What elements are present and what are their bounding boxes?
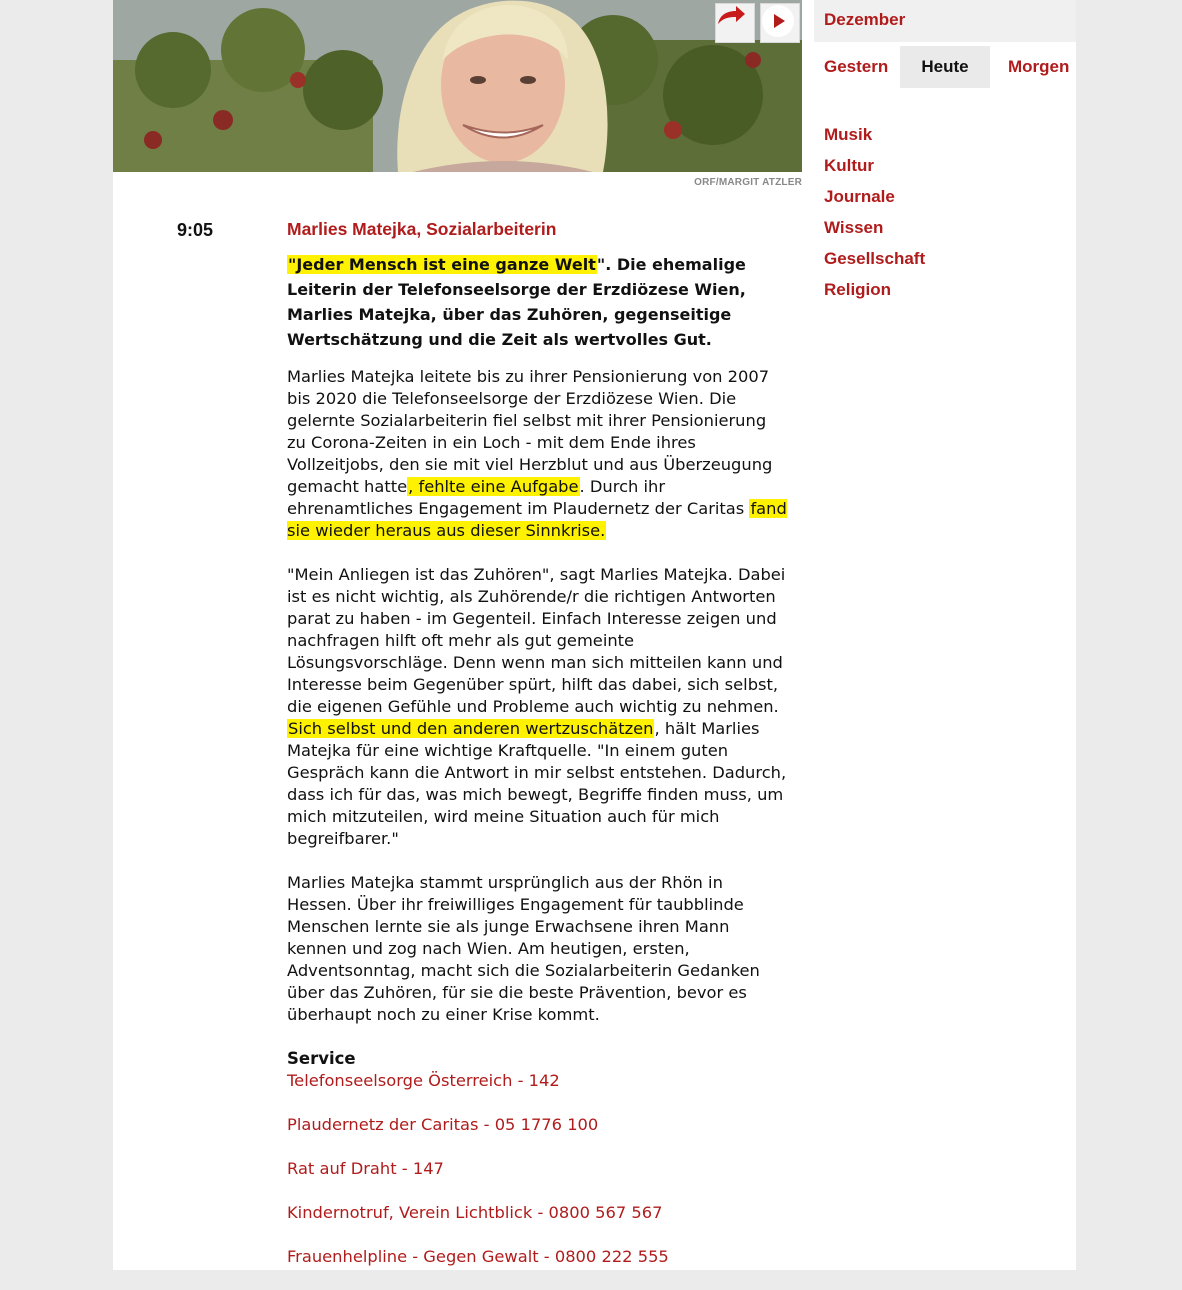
link-rat-auf-draht[interactable]: Rat auf Draht - 147	[287, 1159, 444, 1178]
play-button[interactable]	[760, 3, 800, 43]
link-telefonseelsorge[interactable]: Telefonseelsorge Österreich - 142	[287, 1071, 560, 1090]
link-frauenhelpline[interactable]: Frauenhelpline - Gegen Gewalt - 0800 222 555	[287, 1247, 669, 1266]
page	[113, 0, 1076, 1270]
paragraph-2	[287, 564, 787, 850]
highlight-sinnkrise: fand sie wieder heraus aus dieser Sinnkrise.	[287, 499, 787, 540]
service-heading: Service	[287, 1049, 356, 1068]
paragraph-1	[287, 366, 787, 542]
paragraph-1-text-a: Marlies Matejka leitete bis zu ihrer Pensionierung von 2007 bis 2020 die Telefonseelsorge der Erzdiözese Wien. Die gelernte Sozialarbeiterin fiel selbst mit ihrer Pensionierung zu Corona-Zeiten in ein Loch - mit dem Ende ihres Vollzeitjobs, den sie mit viel Herzblut und aus Überzeugung gemacht hatte	[287, 367, 773, 496]
service-item	[287, 1158, 787, 1180]
service-item	[287, 1246, 787, 1268]
paragraph-2-text-b: , hält Marlies Matejka für eine wichtige Kraftquelle. "In einem guten Gespräch kann die Antwort in mir selbst entstehen. Dadurch, dass ich für das, was mich bewegt, Begriffe finden muss, um mich mitzuteilen, wird meine Situation auch für mich begreifbarer."	[287, 719, 787, 848]
lead-text: ". Die ehemalige Leiterin der Telefonseelsorge der Erzdiözese Wien, Marlies Matejka, über das Zuhören, gegenseitige Wertschätzung und die Zeit als wertvolles Gut.	[287, 255, 746, 349]
day-tabs	[814, 46, 1076, 88]
paragraph-3: Marlies Matejka stammt ursprünglich aus der Rhön in Hessen. Über ihr freiwilliges Engagement für taubblinde Menschen lernte sie als junge Erwachsene ihren Mann kennen und zog nach Wien. Am heutigen, ersten, Adventsonntag, macht sich die Sozialarbeiterin Gedanken über das Zuhören, für sie die beste Prävention, bevor es überhaupt noch zu einer Krise kommt.	[287, 873, 760, 1024]
service-item	[287, 1202, 787, 1224]
play-icon	[761, 4, 795, 38]
share-arrow-icon	[716, 4, 746, 26]
month-label: Dezember	[814, 0, 1076, 42]
highlight-aufgabe: , fehlte eine Aufgabe	[408, 477, 579, 496]
lead-paragraph	[287, 252, 787, 352]
service-item	[287, 1070, 787, 1092]
highlight-quote: "Jeder Mensch ist eine ganze Welt	[288, 255, 596, 274]
tab-heute[interactable]: Heute	[900, 46, 990, 88]
photo-credit: ORF/MARGIT ATZLER	[694, 177, 802, 188]
highlight-wertzuschaetzen: Sich selbst und den anderen wertzuschätzen	[288, 719, 654, 738]
service-item	[287, 1114, 787, 1136]
paragraph-1-text-b: . Durch ihr ehrenamtliches Engagement im Plaudernetz der Caritas	[287, 477, 750, 518]
category-journale[interactable]: Journale	[824, 187, 895, 206]
link-plaudernetz[interactable]: Plaudernetz der Caritas - 05 1776 100	[287, 1115, 599, 1134]
hero-image	[113, 0, 802, 172]
broadcast-time: 9:05	[177, 220, 214, 240]
portrait-photo-illustration	[113, 0, 802, 172]
category-gesellschaft[interactable]: Gesellschaft	[824, 249, 926, 268]
tab-gestern[interactable]: Gestern	[824, 57, 889, 76]
program-title: Marlies Matejka, Sozialarbeiterin	[287, 219, 557, 239]
category-kultur[interactable]: Kultur	[824, 156, 875, 175]
share-button[interactable]	[715, 3, 755, 43]
paragraph-2-text-a: "Mein Anliegen ist das Zuhören", sagt Marlies Matejka. Dabei ist es nicht wichtig, als Zuhörende/r die richtigen Antworten parat zu haben - im Gegenteil. Einfach Interesse zeigen und nachfragen hilft oft mehr als gut gemeinte Lösungsvorschläge. Denn wenn man sich mitteilen kann und Interesse beim Gegenüber spürt, hilft das dabei, sich selbst, die eigenen Gefühle und Probleme auch wichtig zu nehmen.	[287, 565, 786, 716]
service-links	[287, 1070, 787, 1268]
category-religion[interactable]: Religion	[824, 280, 892, 299]
category-nav	[824, 122, 925, 308]
category-musik[interactable]: Musik	[824, 125, 873, 144]
category-wissen[interactable]: Wissen	[824, 218, 884, 237]
tab-morgen[interactable]: Morgen	[1008, 57, 1070, 76]
program-article	[287, 219, 787, 1290]
link-kindernotruf[interactable]: Kindernotruf, Verein Lichtblick - 0800 567 567	[287, 1203, 663, 1222]
